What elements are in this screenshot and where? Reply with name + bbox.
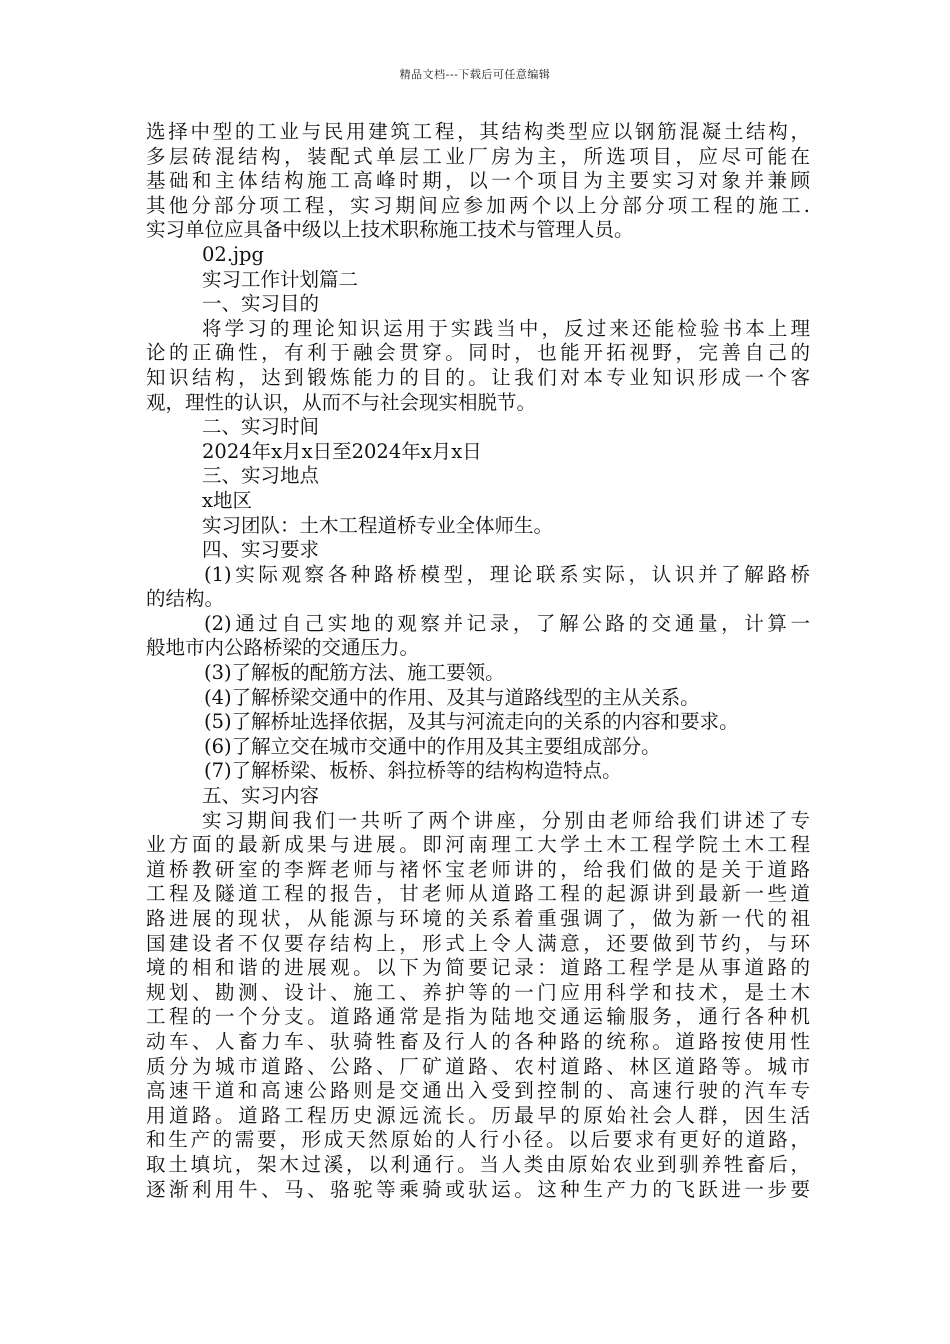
text-line: 取土填坑，架木过溪，以利通行。当人类由原始农业到驯养牲畜后， bbox=[146, 1152, 810, 1176]
text-line: 三、实习地点 bbox=[202, 464, 320, 488]
text-line: 路进展的现状，从能源与环境的关系着重强调了，做为新一代的祖 bbox=[146, 907, 810, 930]
text-line: 高速干道和高速公路则是交通出入受到控制的、高速行驶的汽车专 bbox=[146, 1079, 810, 1103]
text-line: (3)了解板的配筋方法、施工要领。 bbox=[204, 661, 505, 685]
text-line: 02.jpg bbox=[202, 242, 265, 266]
text-line: 一、实习目的 bbox=[202, 292, 320, 316]
text-line: (6)了解立交在城市交通中的作用及其主要组成部分。 bbox=[204, 734, 661, 758]
text-line: 实习工作计划篇二 bbox=[202, 267, 359, 291]
text-line: (2)通过自己实地的观察并记录，了解公路的交通量，计算一 bbox=[204, 611, 810, 635]
text-line: 五、实习内容 bbox=[202, 784, 320, 808]
text-line: 知识结构，达到锻炼能力的目的。让我们对本专业知识形成一个客 bbox=[146, 365, 810, 389]
text-line: 质分为城市道路、公路、厂矿道路、农村道路、林区道路等。城市 bbox=[146, 1054, 810, 1078]
page-header: 精品文档---下载后可任意编辑 bbox=[399, 68, 551, 81]
text-line: 工程的一个分支。道路通常是指为陆地交通运输服务，通行各种机 bbox=[146, 1005, 810, 1029]
text-line: 将学习的理论知识运用于实践当中，反过来还能检验书本上理 bbox=[202, 316, 810, 340]
text-line: 二、实习时间 bbox=[202, 415, 320, 439]
text-line: 道桥教研室的李辉老师与褚怀宝老师讲的，给我们做的是关于道路 bbox=[146, 857, 810, 881]
text-line: 论的正确性，有利于融会贯穿。同时，也能开拓视野，完善自己的 bbox=[146, 341, 810, 365]
text-line: 实习期间我们一共听了两个讲座，分别由老师给我们讲述了专 bbox=[202, 808, 810, 832]
text-line: 和生产的需要，形成天然原始的人行小径。以后要求有更好的道路， bbox=[146, 1128, 810, 1152]
text-line: 逐渐利用牛、马、骆驼等乘骑或驮运。这种生产力的飞跃进一步要 bbox=[146, 1177, 810, 1201]
text-line: 业方面的最新成果与进展。即河南理工大学土木工程学院土木工程 bbox=[146, 833, 810, 857]
text-line: 的结构。 bbox=[146, 587, 225, 611]
text-line: 实习单位应具备中级以上技术职称施工技术与管理人员。 bbox=[146, 218, 634, 242]
text-line: (4)了解桥梁交通中的作用、及其与道路线型的主从关系。 bbox=[204, 685, 700, 709]
text-line: (1)实际观察各种路桥模型，理论联系实际，认识并了解路桥 bbox=[204, 562, 810, 586]
text-line: 其他分部分项工程，实习期间应参加两个以上分部分项工程的施工. bbox=[146, 193, 810, 217]
document-body bbox=[146, 120, 810, 1202]
text-line: 多层砖混结构，装配式单层工业厂房为主，所选项目，应尽可能在 bbox=[146, 144, 810, 168]
text-line: 选择中型的工业与民用建筑工程，其结构类型应以钢筋混凝土结构， bbox=[146, 120, 810, 143]
text-line: 观，理性的认识，从而不与社会现实相脱节。 bbox=[146, 390, 537, 414]
text-line: 四、实习要求 bbox=[202, 538, 320, 562]
text-line: 2024年x月x日至2024年x月x日 bbox=[202, 439, 482, 463]
text-line: 般地市内公路桥梁的交通压力。 bbox=[146, 636, 420, 660]
text-line: 用道路。道路工程历史源远流长。历最早的原始社会人群，因生活 bbox=[146, 1103, 810, 1127]
text-line: 动车、人畜力车、驮骑牲畜及行人的各种路的统称。道路按使用性 bbox=[146, 1029, 810, 1053]
text-line: 实习团队：土木工程道桥专业全体师生。 bbox=[202, 513, 554, 537]
text-line: 国建设者不仅要存结构上，形式上令人满意，还要做到节约，与环 bbox=[146, 931, 810, 955]
text-line: 基础和主体结构施工高峰时期，以一个项目为主要实习对象并兼顾 bbox=[146, 169, 810, 193]
text-line: x地区 bbox=[202, 488, 252, 512]
text-line: 规划、勘测、设计、施工、养护等的一门应用科学和技术，是土木 bbox=[146, 980, 810, 1004]
text-line: (7)了解桥梁、板桥、斜拉桥等的结构构造特点。 bbox=[204, 759, 622, 783]
text-line: 境的相和谐的进展观。以下为简要记录：道路工程学是从事道路的 bbox=[146, 956, 810, 980]
text-line: 工程及隧道工程的报告，甘老师从道路工程的起源讲到最新一些道 bbox=[146, 882, 810, 906]
text-line: (5)了解桥址选择依据，及其与河流走向的关系的内容和要求。 bbox=[204, 710, 739, 734]
